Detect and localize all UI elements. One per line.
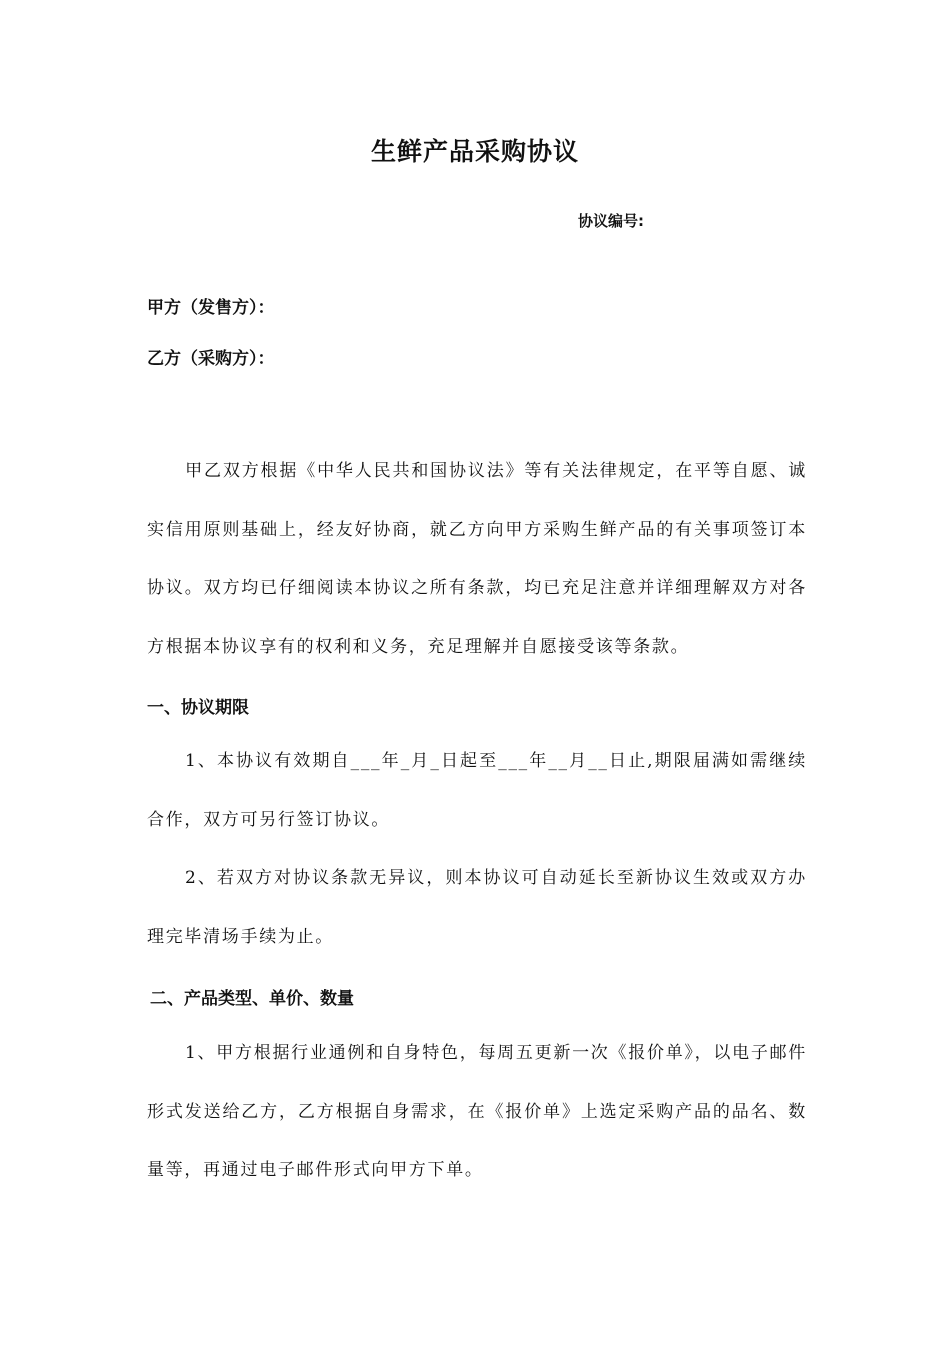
section-heading-products: 二、产品类型、单价、数量 (150, 989, 354, 1009)
document-title: 生鲜产品采购协议 (370, 137, 579, 166)
clause-text: 1、甲方根据行业通例和自身特色，每周五更新一次《报价单》，以电子邮件形式发送给乙方，乙方根据自身需求，在《报价单》上选定采购产品的品名、数量等，再通过电子邮件形式向甲方下单。 (147, 1043, 807, 1180)
clause-paragraph (147, 732, 807, 849)
clause-text: 1、本协议有效期自___年_月_日起至___年__月__日止,期限届满如需继续合作，双方可另行签订协议。 (147, 751, 807, 830)
section-heading-term: 一、协议期限 (147, 698, 249, 718)
clause-paragraph (147, 849, 807, 966)
clause-text: 2、若双方对协议条款无异议，则本协议可自动延长至新协议生效或双方办理完毕清场手续为止。 (147, 868, 807, 947)
clause-paragraph (147, 1024, 807, 1200)
intro-paragraph (147, 442, 807, 676)
party-a-label: 甲方（发售方）： (147, 298, 275, 318)
intro-text: 甲乙双方根据《中华人民共和国协议法》等有关法律规定，在平等自愿、诚实信用原则基础上，经友好协商，就乙方向甲方采购生鲜产品的有关事项签订本协议。双方均已仔细阅读本协议之所有条款，均已充足注意并详细理解双方对各方根据本协议享有的权利和义务，充足理解并自愿接受该等条款。 (147, 461, 807, 657)
party-b-label: 乙方（采购方）： (147, 349, 275, 369)
agreement-number-label: 协议编号: (578, 212, 644, 230)
